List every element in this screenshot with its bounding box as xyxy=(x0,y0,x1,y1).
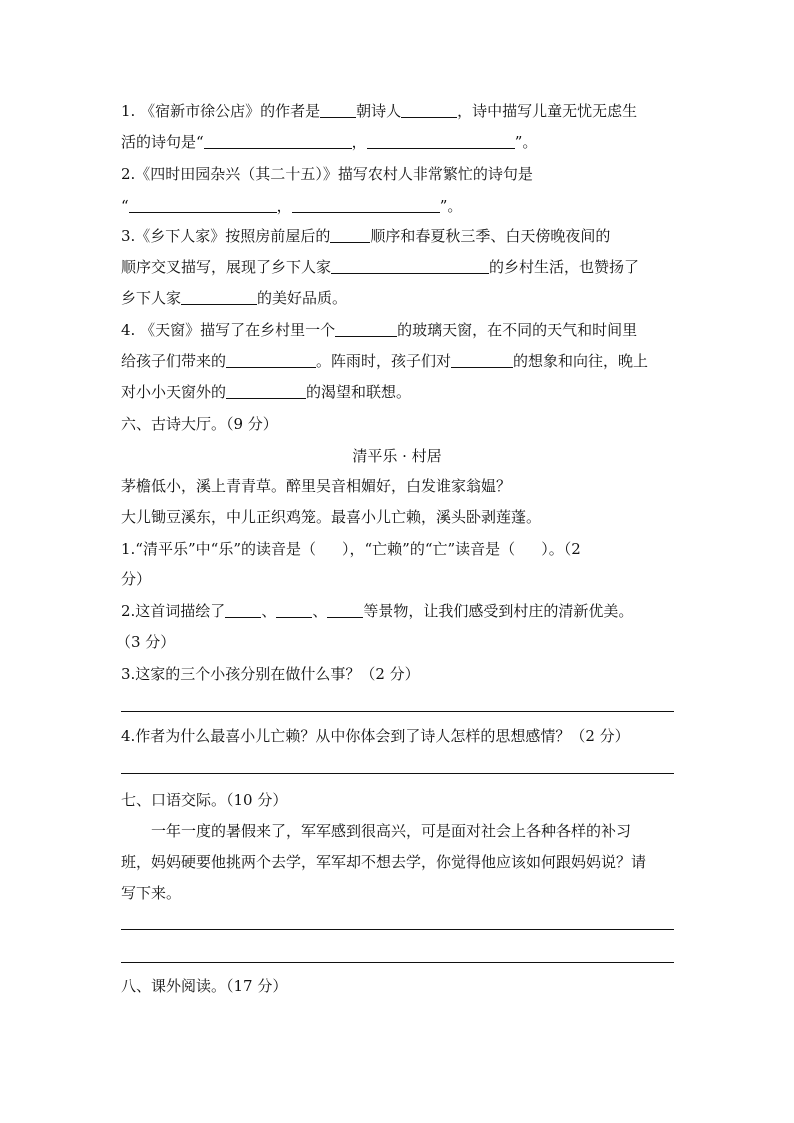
section-6-q2-line-1: 2.这首词描绘了 、 、 等景物，让我们感受到村庄的清新优美。 xyxy=(121,602,634,620)
question-3-line-3: 乡下人家 的美好品质。 xyxy=(121,289,348,307)
question-4-line-2: 给孩子们带来的 。阵雨时，孩子们对 的想象和向往，晚上 xyxy=(121,352,649,370)
question-2-line-2: “ ， ”。 xyxy=(121,197,463,215)
question-3-line-1: 3.《乡下人家》按照房前屋后的 顺序和春夏秋三季、白天傍晚夜间的 xyxy=(121,227,611,245)
question-3-line-2: 顺序交叉描写，展现了乡下人家 的乡村生活，也赞扬了 xyxy=(121,258,640,276)
answer-blank[interactable] xyxy=(401,102,457,118)
section-6-q1-line-1: 1.“清平乐”中“乐”的读音是（ ），“亡赖”的“亡”读音是（ ）。（2 xyxy=(121,540,581,558)
answer-blank[interactable] xyxy=(331,258,489,274)
answer-blank[interactable] xyxy=(225,602,261,618)
answer-line[interactable] xyxy=(121,962,674,963)
answer-blank[interactable] xyxy=(276,602,312,618)
answer-blank[interactable] xyxy=(129,197,277,213)
section-8-heading: 八、课外阅读。（17 分） xyxy=(121,977,288,995)
section-6-q1-line-2: 分） xyxy=(121,570,152,588)
answer-blank[interactable] xyxy=(367,133,515,149)
section-6-q4: 4.作者为什么最喜小儿亡赖？从中你体会到了诗人怎样的思想感情？（2 分） xyxy=(121,727,630,745)
section-6-q2-line-2: （3 分） xyxy=(116,633,176,651)
answer-blank[interactable] xyxy=(320,102,356,118)
answer-line[interactable] xyxy=(121,929,674,930)
poem-line-2: 大儿锄豆溪东，中儿正织鸡笼。最喜小儿亡赖，溪头卧剥莲蓬。 xyxy=(121,508,542,526)
answer-blank[interactable] xyxy=(335,321,397,337)
answer-line[interactable] xyxy=(121,711,674,712)
answer-blank[interactable] xyxy=(451,352,513,368)
section-7-paragraph-line-1: 一年一度的暑假来了，军军感到很高兴，可是面对社会上各种各样的补习 xyxy=(151,822,632,840)
answer-blank[interactable] xyxy=(327,602,363,618)
answer-blank[interactable] xyxy=(330,227,370,243)
answer-line[interactable] xyxy=(121,773,674,774)
section-7-heading: 七、口语交际。（10 分） xyxy=(121,791,288,809)
answer-blank[interactable] xyxy=(226,352,316,368)
poem-title: 清平乐 · 村居 xyxy=(352,447,442,465)
question-1-line-1: 1. 《宿新市徐公店》的作者是 朝诗人 ，诗中描写儿童无忧无虑生 xyxy=(121,102,638,120)
section-7-paragraph-line-2: 班，妈妈硬要他挑两个去学，军军却不想去学，你觉得他应该如何跟妈妈说？请 xyxy=(121,853,647,871)
answer-blank[interactable] xyxy=(181,289,257,305)
question-2-line-1: 2.《四时田园杂兴（其二十五）》描写农村人非常繁忙的诗句是 xyxy=(121,165,533,183)
answer-blank[interactable] xyxy=(204,133,352,149)
answer-blank[interactable] xyxy=(292,197,440,213)
section-6-heading: 六、古诗大厅。（9 分） xyxy=(121,415,278,433)
poem-line-1: 茅檐低小，溪上青青草。醉里吴音相媚好，白发谁家翁媪？ xyxy=(121,477,512,495)
question-1-line-2: 活的诗句是“ ， ”。 xyxy=(121,133,538,151)
question-4-line-3: 对小小天窗外的 的渴望和联想。 xyxy=(121,383,412,401)
question-4-line-1: 4. 《天窗》描写了在乡村里一个 的玻璃天窗，在不同的天气和时间里 xyxy=(121,321,638,339)
section-6-q3: 3.这家的三个小孩分别在做什么事？（2 分） xyxy=(121,665,420,683)
section-7-paragraph-line-3: 写下来。 xyxy=(121,884,182,902)
answer-blank[interactable] xyxy=(226,383,306,399)
